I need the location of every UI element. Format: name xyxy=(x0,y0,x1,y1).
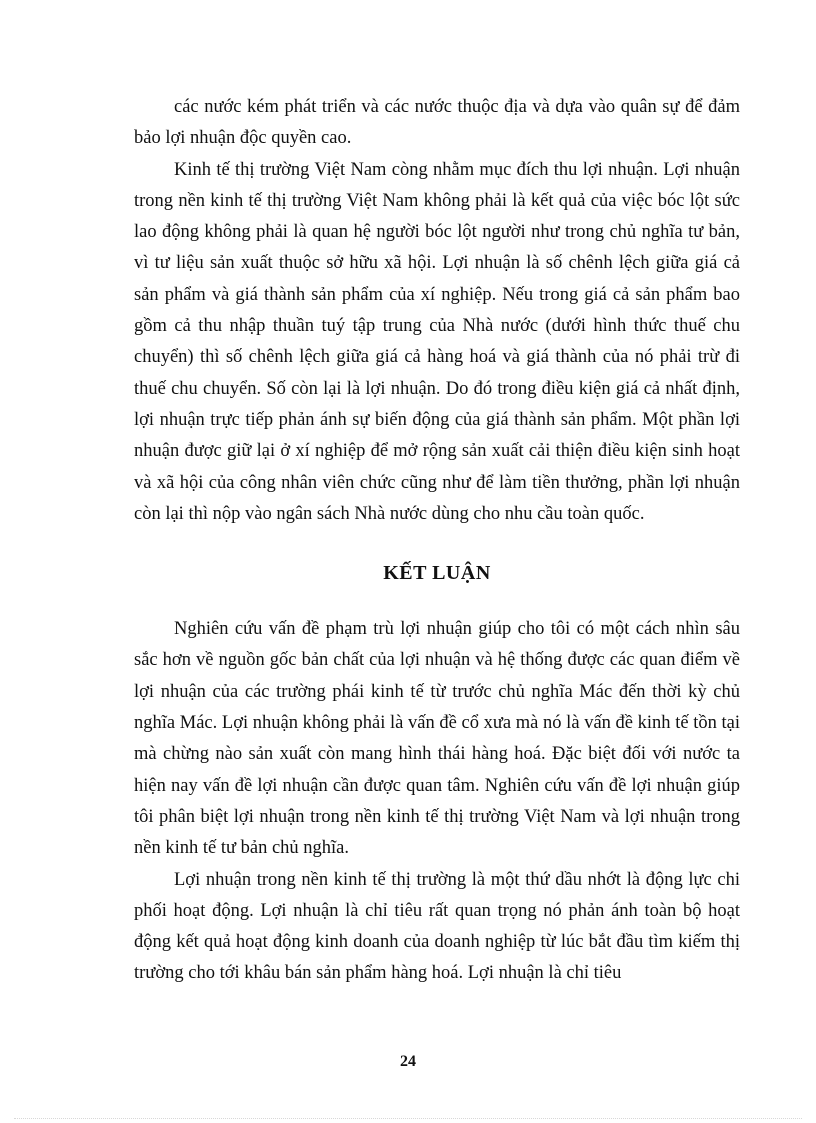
page-body xyxy=(134,92,740,990)
section-heading-conclusion: KẾT LUẬN xyxy=(383,562,491,585)
page-bottom-divider xyxy=(14,1118,802,1119)
page-number: 24 xyxy=(400,1053,416,1070)
paragraph-vietnam-market-profit: Kinh tế thị trường Việt Nam còng nhằm mục đích thu lợi nhuận. Lợi nhuận trong nền kinh tế thị trường Việt Nam không phải là kết quả của việc bóc lột sức lao động không phải là quan hệ người bóc lột người như trong chủ nghĩa tư bản, vì tư liệu sản xuất thuộc sở hữu xã hội. Lợi nhuận là số chênh lệch giữa giá cả sản phẩm và giá thành sản phẩm của xí nghiệp. Nếu trong giá cả sản phẩm bao gồm cả thu nhập thuần tuý tập trung của Nhà nước (dưới hình thức thuế chu chuyển) thì số chênh lệch giữa giá cả hàng hoá và giá thành của nó phải trừ đi thuế chu chuyển. Số còn lại là lợi nhuận. Do đó trong điều kiện giá cả nhất định, lợi nhuận trực tiếp phản ánh sự biến động của giá thành sản phẩm. Một phần lợi nhuận được giữ lại ở xí nghiệp để mở rộng sản xuất cải thiện điều kiện sinh hoạt và xã hội của công nhân viên chức cũng như để làm tiền thưởng, phần lợi nhuận còn lại thì nộp vào ngân sách Nhà nước dùng cho nhu cầu toàn quốc. xyxy=(134,159,740,524)
paragraph-conclusion-research: Nghiên cứu vấn đề phạm trù lợi nhuận giúp cho tôi có một cách nhìn sâu sắc hơn về nguồn gốc bản chất của lợi nhuận và hệ thống được các quan điểm về lợi nhuận của các trường phái kinh tế từ trước chủ nghĩa Mác đến thời kỳ chủ nghĩa Mác. Lợi nhuận không phải là vấn đề cổ xưa mà nó là vấn đề kinh tế tồn tại mà chừng nào sản xuất còn mang hình thái hàng hoá. Đặc biệt đối với nước ta hiện nay vấn đề lợi nhuận cần được quan tâm. Nghiên cứu vấn đề lợi nhuận giúp tôi phân biệt lợi nhuận trong nền kinh tế thị trường Việt Nam và lợi nhuận trong nền kinh tế tư bản chủ nghĩa. xyxy=(134,619,740,859)
paragraph-continuation: các nước kém phát triển và các nước thuộc địa và dựa vào quân sự để đảm bảo lợi nhuận độc quyền cao. xyxy=(134,97,740,149)
paragraph-conclusion-profit-role: Lợi nhuận trong nền kinh tế thị trường là một thứ dầu nhớt là động lực chi phối hoạt động. Lợi nhuận là chỉ tiêu rất quan trọng nó phản ánh toàn bộ hoạt động kết quả hoạt động kinh doanh của doanh nghiệp từ lúc bắt đầu tìm kiếm thị trường cho tới khâu bán sản phẩm hàng hoá. Lợi nhuận là chỉ tiêu xyxy=(134,869,740,984)
